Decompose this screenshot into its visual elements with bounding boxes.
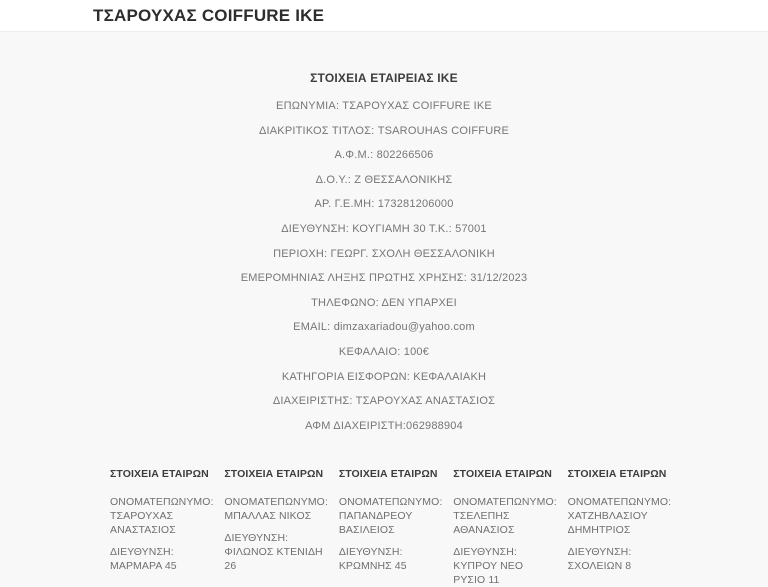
partner-card: [224, 468, 328, 587]
partner-name-label: ΟΝΟΜΑΤΕΠΩΝΥΜΟ:: [338, 496, 443, 508]
company-title: ΤΣΑΡΟΥΧΑΣ COIFFURE ΙΚΕ: [93, 5, 325, 25]
partner-address: ΔΙΕΥΘΥΝΣΗ: ΦΙΛΩΝΟΣ ΚΤΕΝΙΔΗ 26: [224, 532, 323, 572]
company-detail-capital: ΚΕΦΑΛΑΙΟ: 100€: [338, 345, 430, 358]
partner-heading: ΣΤΟΙΧΕΙΑ ΕΤΑΙΡΩΝ: [224, 468, 324, 480]
partner-name-label: ΟΝΟΜΑΤΕΠΩΝΥΜΟ:: [567, 496, 672, 508]
partner-heading: ΣΤΟΙΧΕΙΑ ΕΤΑΙΡΩΝ: [567, 468, 667, 480]
company-detail-contribution-category: ΚΑΤΗΓΟΡΙΑ ΕΙΣΦΟΡΩΝ: ΚΕΦΑΛΑΙΑΚΗ: [281, 370, 487, 383]
partner-heading: ΣΤΟΙΧΕΙΑ ΕΤΑΙΡΩΝ: [453, 468, 552, 480]
partner-card: [110, 468, 214, 587]
partner-name: ΧΑΤΖΗΒΛΑΣΙΟΥ ΔΗΜΗΤΡΙΟΣ: [567, 510, 648, 536]
company-detail-email: EMAIL: dimzaxariadou@yahoo.com: [293, 321, 475, 334]
partner-address: ΔΙΕΥΘΥΝΣΗ: ΚΡΩΜΝΗΣ 45: [338, 546, 407, 572]
company-details-section: [0, 32, 768, 432]
company-detail-address: ΔΙΕΥΘΥΝΣΗ: ΚΟΥΓΙΑΜΗ 30 Τ.Κ.: 57001: [281, 222, 487, 235]
partner-name: ΤΣΕΛΕΠΗΣ ΑΘΑΝΑΣΙΟΣ: [453, 510, 515, 536]
partners-section: [110, 468, 672, 587]
partner-heading: ΣΤΟΙΧΕΙΑ ΕΤΑΙΡΩΝ: [338, 468, 438, 480]
partner-card: [453, 468, 557, 587]
partner-address: ΔΙΕΥΘΥΝΣΗ: ΜΑΡΜΑΡΑ 45: [110, 546, 177, 572]
company-detail-distinctive-title: ΔΙΑΚΡΙΤΙΚΟΣ ΤΙΤΛΟΣ: TSAROUHAS COIFFURE: [258, 124, 510, 137]
top-header-bar: [0, 0, 768, 32]
partner-address: ΔΙΕΥΘΥΝΣΗ: ΣΧΟΛΕΙΩΝ 8: [567, 546, 632, 572]
partner-name-label: ΟΝΟΜΑΤΕΠΩΝΥΜΟ:: [224, 496, 328, 508]
company-detail-manager-afm: ΑΦΜ ΔΙΑΧΕΙΡΙΣΤΗ:062988904: [305, 419, 463, 432]
partner-address: ΔΙΕΥΘΥΝΣΗ: ΚΥΠΡΟΥ ΝΕΟ ΡΥΣΙΟ 11: [453, 546, 524, 586]
partner-name-label: ΟΝΟΜΑΤΕΠΩΝΥΜΟ:: [453, 496, 557, 508]
partner-card: [567, 468, 672, 587]
company-detail-gemi: ΑΡ. Γ.Ε.ΜΗ: 173281206000: [314, 198, 454, 211]
partner-name: ΤΣΑΡΟΥΧΑΣ ΑΝΑΣΤΑΣΙΟΣ: [110, 510, 176, 536]
company-detail-afm: Α.Φ.Μ.: 802266506: [334, 149, 434, 162]
partner-name: ΜΠΑΛΛΑΣ ΝΙΚΟΣ: [224, 510, 312, 522]
company-detail-area: ΠΕΡΙΟΧΗ: ΓΕΩΡΓ. ΣΧΟΛΗ ΘΕΣΣΑΛΟΝΙΚΗ: [273, 247, 495, 260]
company-detail-manager: ΔΙΑΧΕΙΡΙΣΤΗΣ: ΤΣΑΡΟΥΧΑΣ ΑΝΑΣΤΑΣΙΟΣ: [272, 395, 496, 408]
company-detail-phone: ΤΗΛΕΦΩΝΟ: ΔΕΝ ΥΠΑΡΧΕΙ: [311, 296, 457, 309]
partner-name-label: ΟΝΟΜΑΤΕΠΩΝΥΜΟ:: [110, 496, 214, 508]
company-detail-name: ΕΠΩΝΥΜΙΑ: ΤΣΑΡΟΥΧΑΣ COIFFURE ΙΚΕ: [276, 100, 492, 112]
partner-name: ΠΑΠΑΝΔΡΕΟΥ ΒΑΣΙΛΕΙΟΣ: [338, 510, 413, 536]
company-details-heading: ΣΤΟΙΧΕΙΑ ΕΤΑΙΡΕΙΑΣ ΙΚΕ: [310, 71, 458, 85]
company-detail-first-fiscal-year-end: ΕΜΕΡΟΜΗΝΙΑΣ ΛΗΞΗΣ ΠΡΩΤΗΣ ΧΡΗΣΗΣ: 31/12/2023: [240, 272, 528, 285]
partner-card: [338, 468, 443, 587]
partner-heading: ΣΤΟΙΧΕΙΑ ΕΤΑΙΡΩΝ: [110, 468, 209, 480]
company-detail-doy: Δ.Ο.Υ.: Ζ ΘΕΣΣΑΛΟΝΙΚΗΣ: [315, 173, 453, 186]
